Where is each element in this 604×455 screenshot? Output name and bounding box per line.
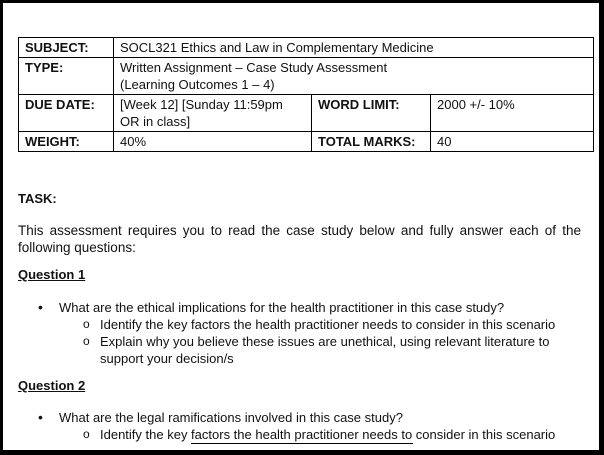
word-limit-label: WORD LIMIT: [312,95,431,132]
bullet-icon: • [38,409,43,425]
due-date-value [114,95,312,132]
subject-row [19,38,594,58]
weight-value: 40% [114,132,312,152]
question-2-text: What are the legal ramifications involved in this case study? [59,410,403,425]
weight-row [19,132,594,152]
type-value [114,58,594,95]
subject-label: SUBJECT: [19,38,114,58]
question-2-heading: Question 2 [18,378,86,393]
circle-bullet-icon: o [83,317,90,331]
subpoint-text: Identify the key factors the health practitioner needs to consider in this scenario [100,317,556,332]
due-date-line2: OR in class] [120,114,191,129]
bullet-icon: • [38,299,43,315]
type-row [19,58,594,95]
circle-bullet-icon: o [83,427,90,441]
subpoint-text: Identify the key factors the health practitioner needs to consider in this scenario [100,427,556,442]
subpoint-text: Explain why you believe these issues are unethical, using relevant literature to support your decision/s [100,334,550,366]
total-marks-label: TOTAL MARKS: [312,132,431,152]
type-value-line1: Written Assignment – Case Study Assessment [120,60,388,75]
question-1-text: What are the ethical implications for the health practitioner in this case study? [59,300,505,315]
type-label: TYPE: [19,58,114,95]
question-1-heading: Question 1 [18,267,86,282]
due-date-label: DUE DATE: [19,95,114,132]
total-marks-value: 40 [431,132,594,152]
type-value-line2: (Learning Outcomes 1 – 4) [120,77,275,92]
document-page [3,3,599,450]
word-limit-value: 2000 +/- 10% [431,95,594,132]
task-intro: This assessment requires you to read the case study below and fully answer each of the following questions: [18,223,581,255]
weight-label: WEIGHT: [19,132,114,152]
underline-annotation [191,443,413,444]
due-date-line1: [Week 12] [Sunday 11:59pm [120,97,283,112]
assignment-info-table [18,37,594,152]
task-heading: TASK: [18,191,57,206]
due-date-row [19,95,594,132]
circle-bullet-icon: o [83,334,90,348]
subject-value: SOCL321 Ethics and Law in Complementary Medicine [114,38,594,58]
